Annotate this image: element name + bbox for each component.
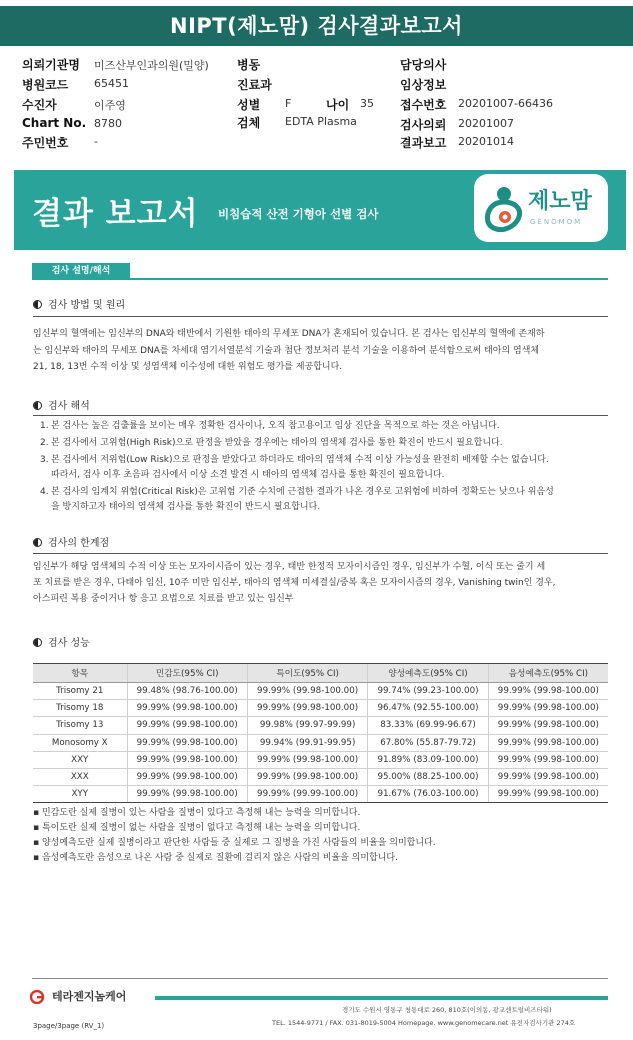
- limits-line: 포 치료를 받은 경우, 다태아 임신, 10주 미만 임신부, 태아의 염색체 미세결실/중복 혹은 모자이시즘의 경우, Vanishing twin인 경우,: [33, 578, 556, 588]
- table-cell: 99.74% (99.23-100.00): [368, 683, 488, 700]
- note-item: ▪ 양성예측도란 실제 질병이라고 판단한 사람들 중 실제로 그 질병을 가진 사람들의 비율을 의미합니다.: [33, 838, 436, 848]
- column-header: 민감도(95% CI): [127, 664, 247, 683]
- list-item: 1. 본 검사는 높은 검출률을 보이는 매우 정확한 검사이나, 오직 참고용이고 임상 진단을 목적으로 하는 것은 아닙니다.: [40, 421, 500, 431]
- table-row: [33, 717, 608, 734]
- value-patient: 이주영: [94, 99, 126, 112]
- table-cell: 99.99% (99.98-100.00): [488, 768, 608, 785]
- definition-notes: [33, 806, 436, 866]
- label-sex: 성별: [237, 98, 261, 112]
- method-heading: [33, 296, 125, 311]
- company-contact: TEL. 1544-9771 / FAX. 031-8019-5004 Homepage. www.genomecare.net 유전자검사기관 274호: [272, 1019, 576, 1027]
- table-cell: 91.89% (83.09-100.00): [368, 751, 488, 768]
- table-cell: 99.99% (99.98-100.00): [247, 751, 367, 768]
- method-line: 는 임신부와 태아의 무세포 DNA를 차세대 염기서열분석 기술과 첨단 정보처리 분석 기술을 이용하여 분석함으로써 태아의 염색체: [33, 345, 540, 356]
- banner-title: 결과 보고서: [32, 196, 199, 232]
- column-header: 양성예측도(95% CI): [368, 664, 488, 683]
- column-header: 특이도(95% CI): [247, 664, 367, 683]
- list-item: 4. 본 검사의 임계치 위험(Critical Risk)은 고위험 기준 수치에 근접한 결과가 나온 경우로 고위험에 비하여 정확도는 낮으나 위음성 을 방지하고자 태아의 염색체 검사를 통한 확진이 반드시 필요합니다.: [40, 487, 554, 512]
- value-requesting-institution: 미즈산부인과의원(밀양): [94, 59, 209, 72]
- value-chart-no: 8780: [94, 117, 122, 130]
- table-cell: 99.99% (99.98-100.00): [247, 683, 367, 700]
- report-title: NIPT(제노맘) 검사결과보고서: [0, 6, 633, 46]
- label-receipt-number: 접수번호: [400, 98, 447, 112]
- value-age: 35: [360, 97, 374, 110]
- label-clinical-info: 임상정보: [400, 78, 447, 92]
- performance-heading: [33, 634, 90, 649]
- table-cell: Trisomy 18: [33, 700, 127, 717]
- table-cell: 99.94% (99.91-99.95): [247, 734, 367, 751]
- value-sex: F: [285, 97, 292, 110]
- footer-divider: [32, 978, 608, 979]
- table-row: [33, 734, 608, 751]
- page-number: 3page/3page (RV_1): [33, 1022, 105, 1030]
- report-banner: [14, 170, 626, 250]
- interpretation-divider: [33, 415, 608, 416]
- genomom-logo-icon: [484, 184, 524, 232]
- half-circle-bullet-icon: [33, 538, 42, 547]
- explanation-tab: 검사 설명/해석: [32, 263, 130, 280]
- table-cell: 99.99% (99.98-100.00): [247, 700, 367, 717]
- interpretation-heading: [33, 397, 90, 412]
- table-cell: 99.98% (99.97-99.99): [247, 717, 367, 734]
- table-row: [33, 683, 608, 700]
- label-doctor: 담당의사: [400, 58, 447, 72]
- logo-subtext: GENOMOM: [530, 218, 583, 226]
- table-cell: 91.67% (76.03-100.00): [368, 786, 488, 803]
- table-cell: 99.48% (98.76-100.00): [127, 683, 247, 700]
- performance-heading-text: 검사 성능: [48, 638, 90, 649]
- label-request-date: 검사의뢰: [400, 118, 447, 132]
- table-cell: 99.99% (99.98-100.00): [127, 717, 247, 734]
- table-row: [33, 786, 608, 803]
- limits-line: 임신부가 해당 염색체의 수적 이상 또는 모자이시즘이 있는 경우, 태반 한정적 모자이시즘인 경우, 임신부가 수혈, 이식 또는 줄기 세: [33, 562, 546, 572]
- method-line: 21, 18, 13번 수적 이상 및 성염색체 이수성에 대한 위험도 평가를 제공합니다.: [33, 362, 343, 372]
- footer-accent-bar: [155, 996, 608, 1000]
- terragen-logo-icon: [30, 990, 48, 1004]
- note-item: ▪ 특이도란 실제 질병이 없는 사람을 질병이 없다고 측정해 내는 능력을 의미합니다.: [33, 823, 361, 833]
- value-resident-number: -: [94, 135, 98, 148]
- list-item: 3. 본 검사에서 저위험(Low Risk)으로 판정을 받았다고 하더라도 태아의 염색체 수적 이상 가능성을 완전히 배제할 수는 없습니다. 따라서, 검사 이후 초음파 검사에서 이상 소견 발견 시 태아의 염색체 검사를 통한 확진이 필요합니다.: [40, 455, 549, 480]
- value-report-date: 20201014: [458, 135, 514, 148]
- note-item: ▪ 민감도란 실제 질병이 있는 사람을 질병이 있다고 측정해 내는 능력을 의미합니다.: [33, 808, 361, 818]
- table-cell: 99.99% (99.98-100.00): [488, 683, 608, 700]
- half-circle-bullet-icon: [33, 638, 42, 647]
- limits-divider: [33, 553, 608, 554]
- table-cell: XYY: [33, 786, 127, 803]
- table-cell: 99.99% (99.98-100.00): [488, 700, 608, 717]
- table-cell: 99.99% (99.98-100.00): [127, 700, 247, 717]
- column-header: 항목: [33, 664, 127, 683]
- limits-heading: [33, 534, 109, 549]
- label-ward: 병동: [237, 58, 261, 72]
- value-specimen: EDTA Plasma: [285, 115, 357, 128]
- table-cell: 99.99% (99.98-100.00): [488, 786, 608, 803]
- table-cell: Trisomy 13: [33, 717, 127, 734]
- table-row: [33, 751, 608, 768]
- table-cell: XXX: [33, 768, 127, 785]
- label-requesting-institution: 의뢰기관명: [22, 58, 80, 72]
- table-row: [33, 768, 608, 785]
- method-divider: [33, 316, 608, 317]
- table-cell: 99.99% (99.98-100.00): [127, 751, 247, 768]
- limits-line: 아스피린 복용 중이거나 항 응고 요법으로 치료를 받고 있는 임신부: [33, 594, 294, 604]
- patient-info: [0, 54, 633, 150]
- value-hospital-code: 65451: [94, 77, 129, 90]
- table-row: [33, 700, 608, 717]
- table-cell: 99.99% (99.98-100.00): [488, 734, 608, 751]
- half-circle-bullet-icon: [33, 300, 42, 309]
- label-hospital-code: 병원코드: [22, 78, 69, 92]
- table-cell: 99.99% (99.98-100.00): [488, 751, 608, 768]
- table-cell: Monosomy X: [33, 734, 127, 751]
- label-age: 나이: [326, 98, 350, 112]
- list-item: 2. 본 검사에서 고위험(High Risk)으로 판정을 받았을 경우에는 태아의 염색체 검사를 통한 확진이 반드시 필요합니다.: [40, 438, 503, 448]
- method-line: 임신부의 혈액에는 임신부의 DNA와 태반에서 기원한 태아의 무세포 DNA가 혼재되어 있습니다. 본 검사는 임신부의 혈액에 존재하: [33, 329, 545, 339]
- table-cell: 99.99% (99.98-100.00): [127, 786, 247, 803]
- table-header-row: [33, 664, 608, 683]
- limits-paragraph: [33, 559, 611, 607]
- label-chart-no: Chart No.: [22, 116, 87, 130]
- half-circle-bullet-icon: [33, 401, 42, 410]
- logo-text: 제노맘: [528, 189, 592, 214]
- table-cell: 83.33% (69.99-96.67): [368, 717, 488, 734]
- label-resident-number: 주민번호: [22, 136, 69, 150]
- value-request-date: 20201007: [458, 117, 514, 130]
- label-specimen: 검체: [237, 116, 261, 130]
- method-paragraph: [33, 326, 611, 376]
- label-patient: 수진자: [22, 98, 57, 112]
- interpretation-heading-text: 검사 해석: [48, 401, 90, 412]
- label-report-date: 결과보고: [400, 136, 447, 150]
- banner-subtitle: 비침습적 산전 기형아 선별 검사: [218, 207, 379, 221]
- table-cell: XXY: [33, 751, 127, 768]
- table-cell: 99.99% (99.99-100.00): [247, 786, 367, 803]
- table-cell: 67.80% (55.87-79.72): [368, 734, 488, 751]
- genomom-logo: [474, 174, 608, 242]
- table-cell: 99.99% (99.98-100.00): [127, 734, 247, 751]
- company-address: 경기도 수원시 영통구 청통대로 260, 810호(이의동, 광교센트럴비즈타워): [342, 1006, 552, 1014]
- table-cell: 95.00% (88.25-100.00): [368, 768, 488, 785]
- interpretation-list: [40, 419, 612, 515]
- column-header: 음성예측도(95% CI): [488, 664, 608, 683]
- value-receipt-number: 20201007-66436: [458, 97, 553, 110]
- table-cell: 99.99% (99.98-100.00): [247, 768, 367, 785]
- table-cell: Trisomy 21: [33, 683, 127, 700]
- note-item: ▪ 음성예측도란 음성으로 나온 사람 중 실제로 질환에 걸리지 않은 사람의 비율을 의미합니다.: [33, 853, 398, 863]
- company-name: 테라젠지놈케어: [52, 990, 127, 1003]
- label-department: 진료과: [237, 78, 272, 92]
- limits-heading-text: 검사의 한계점: [48, 538, 110, 549]
- method-heading-text: 검사 방법 및 원리: [48, 300, 126, 311]
- table-cell: 99.99% (99.98-100.00): [127, 768, 247, 785]
- table-cell: 96.47% (92.55-100.00): [368, 700, 488, 717]
- performance-table: [33, 663, 608, 803]
- table-cell: 99.99% (99.98-100.00): [488, 717, 608, 734]
